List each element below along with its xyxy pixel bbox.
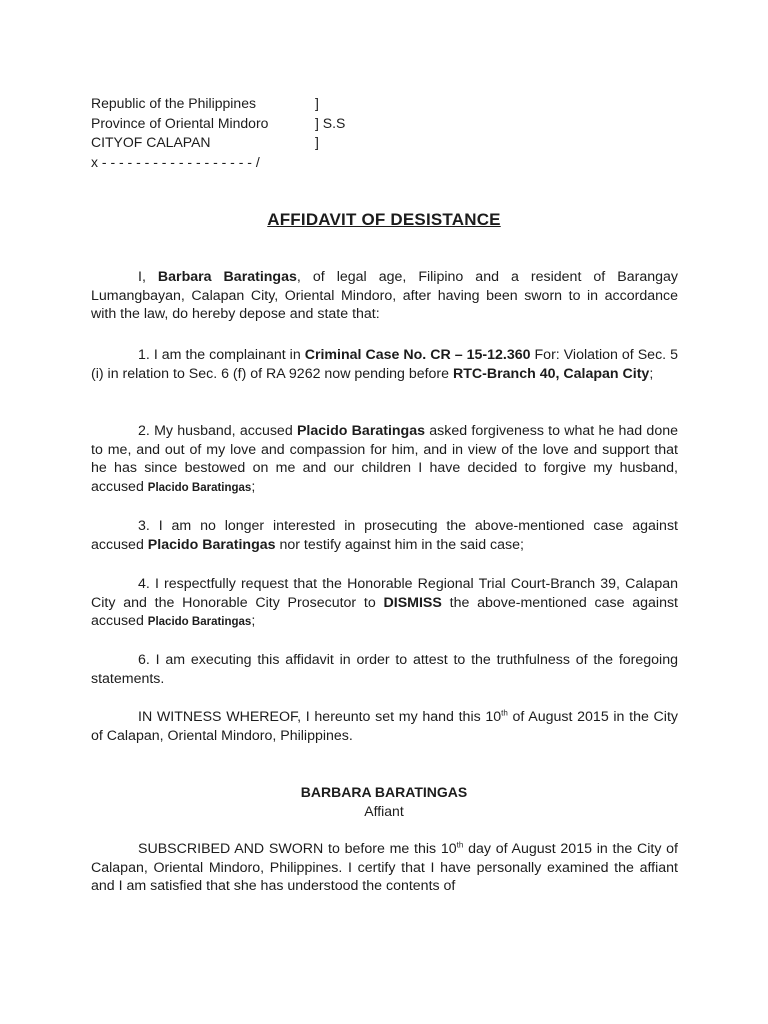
- witness-post: of August 2015 in the City of Calapan, Oriental Mindoro, Philippines.: [91, 709, 678, 744]
- p2-post: ;: [251, 478, 256, 495]
- signatory-role: Affiant: [364, 803, 404, 819]
- p2-mid: asked forgiveness to what he had done to me, and out of my love and compassion for him, and in view of the love and support that he has since bestowed on me and our children I have decided to forgive my husband, accused: [91, 423, 678, 495]
- caption-province: Province of Oriental Mindoro: [91, 114, 269, 131]
- paragraph-1: [91, 346, 678, 383]
- witness-pre: IN WITNESS WHEREOF, I hereunto set my hand this 10: [138, 709, 502, 725]
- caption-bracket: ]: [315, 134, 319, 150]
- p3-pre: 3. I am no longer interested in prosecuting the above-mentioned case against accused: [91, 518, 678, 553]
- intro-post: , of legal age, Filipino and a resident of Barangay Lumangbayan, Calapan City, Oriental Mindoro, after having been sworn to in accordance with the law, do hereby depose and state that:: [91, 269, 678, 323]
- signatory-name: BARBARA BARATINGAS: [300, 784, 468, 800]
- caption-republic: Republic of the Philippines: [91, 95, 256, 111]
- jurat-paragraph: [91, 840, 678, 896]
- p2-pre: 2. My husband, accused: [138, 423, 297, 439]
- p4-post: ;: [251, 613, 256, 630]
- jurat-sup: th: [456, 840, 464, 850]
- p3-post: nor testify against him in the said case;: [275, 536, 524, 553]
- p6-text: 6. I am executing this affidavit in order to attest to the truthfulness of the foregoing statements.: [91, 652, 678, 687]
- intro-paragraph: [91, 268, 678, 324]
- caption-city: CITYOF CALAPAN: [91, 134, 211, 150]
- jurat-pre: SUBSCRIBED AND SWORN to before me this 10: [138, 841, 457, 857]
- caption-dash-line: x - - - - - - - - - - - - - - - - - - /: [91, 153, 260, 170]
- paragraph-6: [91, 651, 678, 688]
- witness-paragraph: [91, 708, 678, 745]
- p1-pre: 1. I am the complainant in: [138, 347, 305, 363]
- jurat-post: day of August 2015 in the City of Calapan, Oriental Mindoro, Philippines. I certify that I have personally examined the affiant and I am satisfied that she has understood the contents of: [91, 841, 678, 895]
- p1-post: ;: [649, 365, 654, 382]
- case-number: Criminal Case No. CR – 15-12.360: [304, 347, 531, 363]
- document-title: AFFIDAVIT OF DESISTANCE: [267, 210, 501, 229]
- accused-name-small: Placido Baratingas: [147, 481, 252, 494]
- caption-bracket-ss: ] S.S: [315, 114, 346, 131]
- court-name: RTC-Branch 40, Calapan City: [453, 365, 650, 382]
- paragraph-4: [91, 575, 678, 632]
- witness-sup: th: [501, 708, 508, 718]
- intro-pre: I,: [138, 269, 158, 285]
- p1-mid: For: Violation of Sec. 5 (i) in relation to Sec. 6 (f) of RA 9262 now pending before: [91, 347, 678, 382]
- caption-bracket: ]: [315, 95, 319, 111]
- dismiss-word: DISMISS: [383, 594, 442, 611]
- paragraph-3: [91, 517, 678, 554]
- accused-name: Placido Baratingas: [296, 423, 426, 439]
- accused-name-small: Placido Baratingas: [147, 616, 252, 629]
- affiant-name: Barbara Baratingas: [157, 269, 297, 285]
- paragraph-2: [91, 422, 678, 497]
- p4-mid: the above-mentioned case against accused: [91, 594, 678, 630]
- p4-pre: 4. I respectfully request that the Honorable Regional Trial Court-Branch 39, Calapan City and the Honorable City Prosecutor to: [91, 576, 678, 611]
- accused-name: Placido Baratingas: [147, 536, 276, 553]
